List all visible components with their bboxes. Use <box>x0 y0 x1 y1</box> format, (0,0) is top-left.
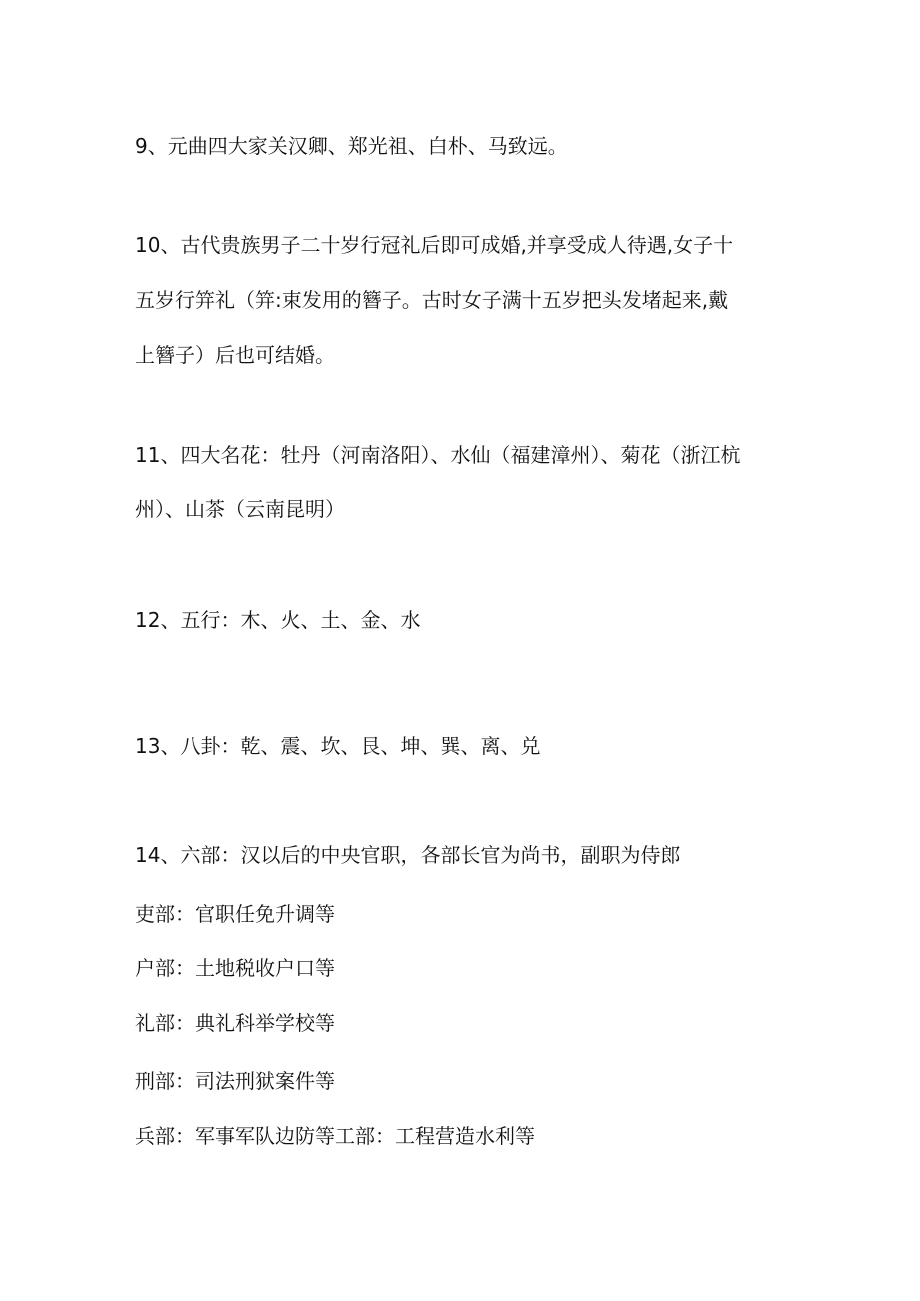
item-11-line-2: 州）、山茶（云南昆明） <box>135 497 345 521</box>
item-11-line-1: 11、四大名花：牡丹（河南洛阳）、水仙（福建漳州）、菊花（浙江杭 <box>135 443 741 467</box>
department-revenue: 户部：土地税收户口等 <box>135 956 335 980</box>
item-10-line-3: 上簪子）后也可结婚。 <box>135 343 335 367</box>
item-14-heading: 14、六部：汉以后的中央官职，各部长官为尚书，副职为侍郎 <box>135 843 681 867</box>
department-rites: 礼部：典礼科举学校等 <box>135 1011 335 1035</box>
item-10-line-1: 10、古代贵族男子二十岁行冠礼后即可成婚,并享受成人待遇,女子十 <box>135 233 734 257</box>
item-13-line-1: 13、八卦：乾、震、坎、艮、坤、巽、离、兑 <box>135 734 541 758</box>
item-10-line-2: 五岁行笄礼（笄:束发用的簪子。古时女子满十五岁把头发堵起来,戴 <box>135 288 729 312</box>
item-9-line-1: 9、元曲四大家关汉卿、郑光祖、白朴、马致远。 <box>135 134 568 158</box>
department-justice: 刑部：司法刑狱案件等 <box>135 1069 335 1093</box>
department-official: 吏部：官职任免升调等 <box>135 902 335 926</box>
item-12-line-1: 12、五行：木、火、土、金、水 <box>135 608 421 632</box>
department-war-works: 兵部：军事军队边防等工部：工程营造水利等 <box>135 1124 535 1148</box>
